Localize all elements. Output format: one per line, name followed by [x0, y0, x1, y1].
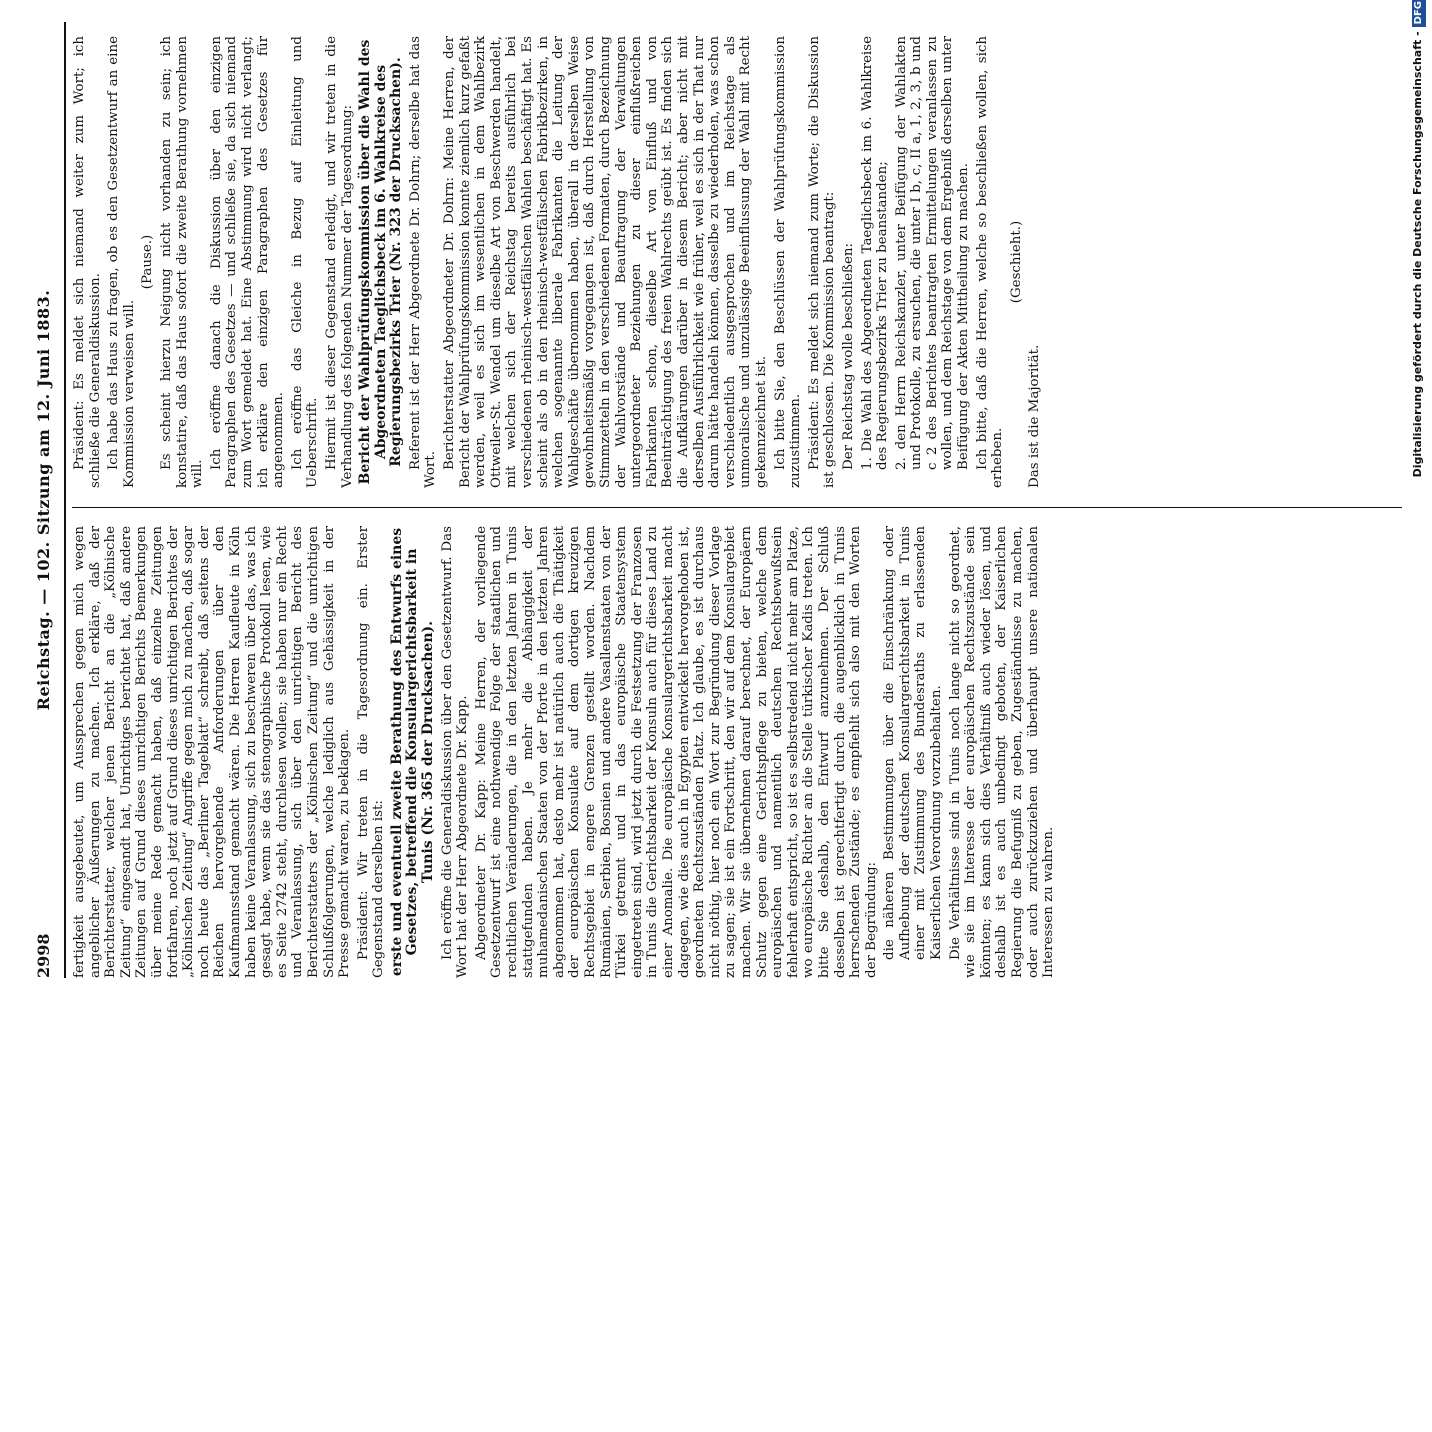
paragraph: fertigkeit ausgebeutet, um Aussprechen gegen mich wegen angeblicher Äußerungen zu machen. Ich erkläre, daß der Berichterstatter, welcher jenen Bericht an die „Kölnische Zeitung“ eingesandt hat, Unrichtiges berichtet hat, daß andere Zeitungen auf Grund dieses unrichtigen Berichts Bemerkungen über meine Rede gemacht haben, daß einzelne Zeitungen fortfahren, noch jetzt auf Grund dieses unrichtigen Berichtes der „Kölnischen Zeitung“ Angriffe gegen mich zu machen, daß sogar noch heute das „Berliner Tageblatt“ schreibt, daß seitens der Reichen hervorgehende Anforderungen über den Kaufmannsstand gemacht wären. Die Herren Kaufleute in Köln haben keine Veranlassung, sich zu beschweren über das, was ich gesagt habe, wenn sie das stenographische Protokoll lesen, wie es Seite 2742 steht, durchlesen wollen; sie haben nur ein Recht und Veranlassung, sich über den unrichtigen Bericht des Berichterstatters der „Kölnischen Zeitung“ und die unrichtigen Schlußfolgerungen, welche lediglich aus Gehässigkeit in der Presse gemacht waren, zu beklagen. [72, 526, 353, 978]
paragraph: Ich eröffne danach die Diskussion über den einzigen Paragraphen des Gesetzes — und schließe sie, da sich niemand zum Wort gemeldet hat. Eine Abstimmung wird nicht verlangt; ich erkläre den einzigen Paragraphen des Gesetzes für angenommen. [208, 36, 287, 488]
paragraph: Bericht der Wahlprüfungskommission über die Wahl des Abgeordneten Taeglichsbeck im 6. Wahlkreise des Regierungsbezirks Trier (Nr. 323 der Drucksachen). [357, 39, 405, 485]
paragraph: 2. den Herrn Reichskanzler, unter Beifügung der Wahlakten und Protokolle, zu ersuchen, die unter I b, c, II a, 1, 2, 3, b und c 2 des Berichtes beantragten Ermittelungen veranlassen zu wollen, und dem Reichstage von dem Ergebniß derselben unter Beifügung der Akten Mittheilung zu machen. [893, 36, 972, 470]
page-title: Reichstag. — 102. Sitzung am 12. Juni 1883. [34, 289, 53, 711]
digitization-credit [1404, 0, 1428, 1000]
paragraph: Es scheint hierzu Neigung nicht vorhanden zu sein; ich konstatire, daß das Haus sofort die zweite Berathung vornehmen will. [158, 36, 206, 488]
right-column [72, 36, 1392, 488]
credit-text: Digitalisierung gefördert durch die Deutsche Forschungsgemeinschaft - [1411, 31, 1424, 478]
paragraph: Der Reichstag wolle beschließen: [840, 242, 856, 470]
paragraph: erste und eventuell zweite Berathung des Entwurfs eines Gesetzes, betreffend die Konsulargerichtsbarkeit in Tunis (Nr. 365 der Drucksachen). [388, 527, 437, 977]
paragraph: (Geschieht.) [1008, 220, 1024, 304]
paragraph: Präsident: Es meldet sich niemand weiter zum Wort; ich schließe die Generaldiskussion. [72, 36, 103, 488]
paragraph: 1. Die Wahl des Abgeordneten Taeglichsbeck im 6. Wahlkreise des Regierungsbezirks Trier zu beanstanden; [859, 36, 891, 470]
paragraph: Abgeordneter Dr. Kapp: Meine Herren, der vorliegende Gesetzentwurf ist eine nothwendige Folge der staatlichen und rechtlichen Veränderungen, die in den letzten Jahren in Tunis stattgefunden haben. Je mehr die Abhängigkeit der muhamedanischen Staaten von der Pforte in den letzten Jahren abgenommen hat, desto mehr ist natürlich auch die Thätigkeit der europäischen Konsulate auf dem dortigen kreuzigen Rechtsgebiet in engere Grenzen gestellt worden. Nachdem Rumänien, Serbien, Bosnien und andere Vasallenstaaten von der Türkei getrennt und in das europäische Staatensystem eingetreten sind, wird jetzt durch die Festsetzung der Franzosen in Tunis die Gerichtsbarkeit der Konsuln auch für dieses Land zu einer Anomalie. Die europäische Konsulargerichtsbarkeit macht dagegen, wie dies auch in Egypten entwickelt hervorgehoben ist, geordneten Rechtszuständen Platz. Ich glaube, es ist durchaus nicht nöthig, hier noch ein Wort zur Begründung dieser Vorlage zu sagen; sie ist ein Fortschritt, den wir auf dem Konsulargebiet machen. Wir sie übernehmen darauf berechnet, der Europäern Schutz gegen eine Gerichtspflege zu bieten, welche dem europäischen und namentlich deutschen Rechtsbewußtsein fehlerhaft entspricht, so ist es selbstredend nicht mehr am Platze, wo europäische Richter an die Stelle türkischer Kadis treten. Ich bitte Sie deshalb, den Entwurf anzunehmen. Der Schluß desselben ist gerechtfertigt durch die augenblicklich in Tunis herrschenden Zustände; es empfiehlt sich also mit den Worten der Begründung: [473, 526, 879, 978]
dfg-logo-badge: DFG [1412, 0, 1426, 27]
column-separator [72, 507, 1402, 508]
left-column [72, 526, 1392, 978]
paragraph: Das ist die Majorität. [1027, 344, 1043, 488]
paragraph: Ich habe das Haus zu fragen, ob es den Gesetzentwurf an eine Kommission verweisen will. [106, 36, 137, 488]
page-header [30, 22, 60, 978]
paragraph: die näheren Bestimmungen über die Einschränkung oder Aufhebung der deutschen Konsulargerichtsbarkeit in Tunis einer mit Zustimmung des Bundesraths zu erlassenden Kaiserlichen Verordnung vorzubehalten. [882, 526, 945, 960]
paragraph: Ich bitte, daß die Herren, welche so beschließen wollen, sich erheben. [974, 36, 1006, 488]
paragraph: Berichterstatter Abgeordneter Dr. Dohrn: Meine Herren, der Bericht der Wahlprüfungskommission konnte ziemlich kurz gefaßt werden, weil es sich im wesentlichen in dem Wahlbezirk Ottweiler-St. Wendel um dieselbe Art von Beschwerden handelt, mit welchen sich der Reichstag bereits ausführlich bei verschiedenen rheinisch-westfälischen Wahlen beschäftigt hat. Es scheint als ob in den rheinisch-westfälischen Fabrikbezirken, in welchen sogenannte liberale Fabrikanten die Leitung der Wahlgeschäfte übernommen haben, überall in derselben Weise gewohnheitsmäßig vorgegangen ist, daß durch Herstellung von Stimmzetteln in den verschiedenen Formaten, durch Bezeichnung der Wahlvorstände und Beauftragung der Verwaltungen untergeordneter Beziehungen zu dieser einflußreichen Fabrikanten schon, dieselbe Art von Einfluß und von Beeinträchtigung des freien Wahlrechts geübt ist. Es finden sich die Aufklärungen darüber in diesem Bericht; aber nicht mit derselben Ausführlichkeit wie früher, weil es sich in der That nur darum hätte handeln können, dasselbe zu wiederholen, was schon verschiedentlich ausgesprochen und im Reichstage als unmoralische und unzulässige Beeinflussung der Wahl mit Recht gekennzeichnet ist. [442, 36, 769, 488]
paragraph: Hiermit ist dieser Gegenstand erledigt, und wir treten in die Verhandlung des folgenden Nummer der Tagesordnung: [323, 36, 355, 488]
paragraph: (Pause.) [140, 234, 156, 290]
paragraph: Präsident: Es meldet sich niemand zum Worte; die Diskussion ist geschlossen. Die Kommission beantragt: [806, 36, 838, 488]
paragraph: Ich eröffne das Gleiche in Bezug auf Einleitung und Ueberschrift. [289, 36, 321, 488]
paragraph: Referent ist der Herr Abgeordnete Dr. Dohrn; derselbe hat das Wort. [407, 36, 439, 488]
paragraph: Präsident: Wir treten in die Tagesordnung ein. Erster Gegenstand derselben ist: [355, 526, 387, 978]
page-number: 2998 [34, 933, 53, 978]
header-rule [64, 22, 66, 978]
paragraph: Ich eröffne die Generaldiskussion über den Gesetzentwurf. Das Wort hat der Herr Abgeordnete Dr. Kapp. [439, 526, 471, 978]
paragraph: Ich bitte Sie, den Beschlüssen der Wahlprüfungskommission zuzustimmen. [772, 36, 804, 488]
paragraph: Die Verhältnisse sind in Tunis noch lange nicht so geordnet, wie sie im Interesse der europäischen Rechtszustände sein könnten; es kann sich dies Verhältniß auch wieder lösen, und deshalb ist es auch unbedingt geboten, der Kaiserlichen Regierung die Befugniß zu geben, Zugeständnisse zu machen, oder auch zurückzuziehen und überhaupt unsere nationalen Interessen zu wahren. [947, 526, 1057, 978]
